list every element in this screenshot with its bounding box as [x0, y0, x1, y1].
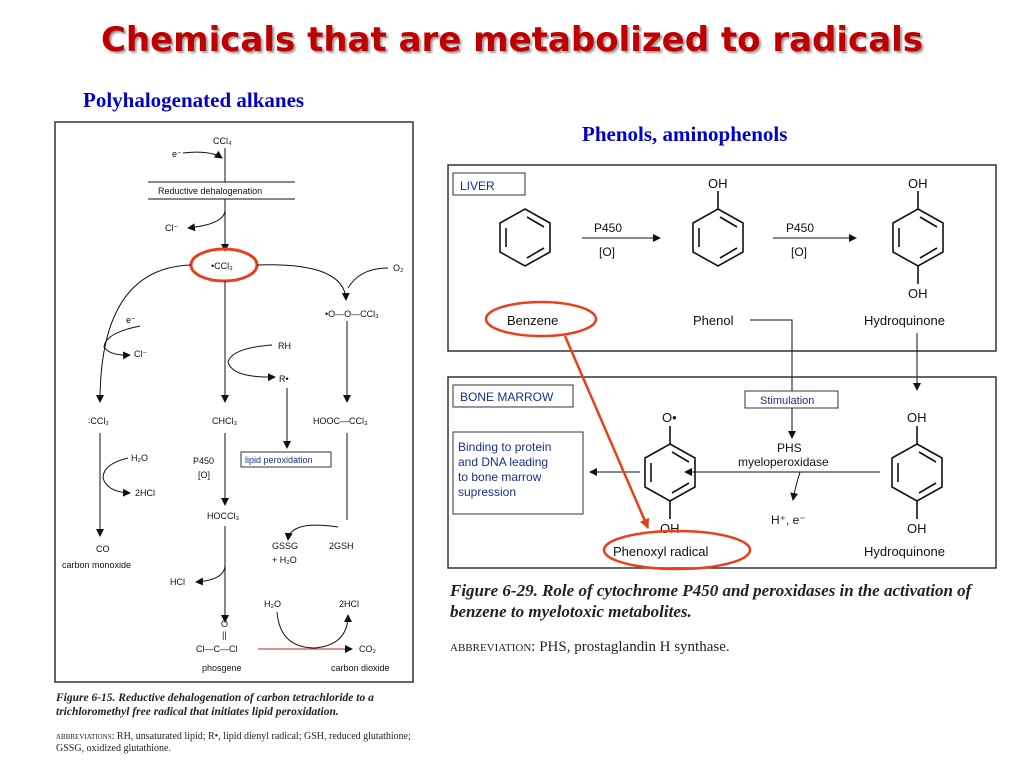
- myeloperoxidase-label: myeloperoxidase: [738, 455, 829, 469]
- right-figure-caption: Figure 6-29. Role of cytochrome P450 and peroxidases in the activation of benzene to myelotoxic metabolites.: [450, 581, 972, 621]
- gssg-label: GSSG: [272, 541, 299, 551]
- trichloromethanol: HOCCl₃: [207, 511, 240, 521]
- chloride-label-2: Cl⁻: [134, 349, 148, 359]
- trichloromethyl-radical: •CCl₃: [211, 261, 233, 271]
- subhead-polyhalogenated: Polyhalogenated alkanes: [83, 88, 305, 112]
- two-hcl-label-2: 2HCl: [339, 599, 360, 609]
- left-abbreviations: [56, 731, 418, 755]
- reductive-dehalogenation-box: Reductive dehalogenation: [158, 186, 263, 196]
- svg-text:to bone marrow: to bone marrow: [458, 470, 542, 484]
- binding-box: [458, 440, 551, 499]
- proton-electron-label: H⁺, e⁻: [771, 513, 806, 527]
- hydroquinone-ring: [893, 191, 943, 284]
- phenol-ring: [693, 191, 743, 266]
- carbon-monoxide-label: carbon monoxide: [62, 560, 132, 570]
- electron-label-2: e⁻: [126, 315, 136, 325]
- water-label-2: H₂O: [264, 599, 281, 609]
- svg-text:supression: supression: [458, 485, 517, 499]
- hydroquinone2-oh-bottom: OH: [907, 521, 927, 536]
- bone-marrow-label: BONE MARROW: [460, 390, 554, 404]
- phs-label: PHS: [777, 441, 802, 455]
- p450-label-1: P450: [594, 221, 623, 235]
- phenol-label: Phenol: [693, 313, 734, 328]
- oxidation-label-1: [O]: [599, 245, 616, 259]
- benzene-ring: [500, 209, 550, 266]
- phenoxyl-radical-label: Phenoxyl radical: [613, 544, 709, 559]
- ccl4-label: CCl₄: [213, 136, 232, 146]
- dichlorocarbene: ∶CCl₂: [88, 416, 109, 426]
- left-figure-caption: Figure 6-15. Reductive dehalogenation of carbon tetrachloride to a trichloromethyl free radical that initiates lipid peroxidation.: [56, 692, 374, 718]
- peroxyl-radical: •O—O—CCl₃: [325, 309, 379, 319]
- hydroquinone-ring-2: [892, 426, 942, 519]
- chloroform: CHCl₃: [212, 416, 238, 426]
- phosgene-structure: Cl—C—Cl: [196, 644, 238, 654]
- phenoxyl-oh: OH: [660, 521, 680, 536]
- hydroquinone2-oh-top: OH: [907, 410, 927, 425]
- phosgene-oxygen: O: [221, 619, 229, 629]
- right-abbreviations: [450, 639, 1010, 656]
- hydroquinone-oh-top: OH: [908, 176, 928, 191]
- hydroperoxide: HOOC—CCl₃: [313, 416, 368, 426]
- right-abbr-label: abbreviation: [450, 639, 532, 655]
- chloride-label: Cl⁻: [165, 223, 179, 233]
- svg-text:Binding to protein: Binding to protein: [458, 440, 552, 454]
- phosgene-double-bond: ||: [222, 630, 227, 640]
- water-label: H₂O: [131, 453, 148, 463]
- oxidation-label-left: [O]: [198, 470, 211, 480]
- page-title: Chemicals that are metabolized to radicals: [100, 20, 924, 60]
- p450-label-2: P450: [786, 221, 815, 235]
- lipid-peroxidation-box: lipid peroxidation: [245, 455, 313, 465]
- phosgene-label: phosgene: [202, 663, 242, 673]
- co2-formula: CO₂: [359, 644, 376, 654]
- hcl-label: HCl: [170, 577, 185, 587]
- oxidation-label-2: [O]: [791, 245, 808, 259]
- hydroquinone-label-1: Hydroquinone: [864, 313, 945, 328]
- svg-text:and DNA leading: and DNA leading: [458, 455, 549, 469]
- stimulation-label: Stimulation: [760, 395, 815, 407]
- phenol-oh: OH: [708, 176, 728, 191]
- phenoxyl-oxygen: O•: [662, 410, 677, 425]
- unsaturated-lipid-label: RH: [278, 341, 291, 351]
- benzene-panel: [448, 165, 996, 569]
- ccl4-panel: [55, 122, 413, 682]
- right-abbr-text: : PHS, prostaglandin H synthase.: [531, 639, 730, 655]
- benzene-label: Benzene: [507, 313, 559, 328]
- p450-label-left: P450: [193, 456, 215, 466]
- two-hcl-label: 2HCl: [135, 488, 156, 498]
- carbon-dioxide-label: carbon dioxide: [331, 663, 390, 673]
- gsh-label: 2GSH: [329, 541, 354, 551]
- gssg-water-label: + H₂O: [272, 555, 297, 565]
- electron-label: e⁻: [172, 149, 182, 159]
- hydroquinone-label-2: Hydroquinone: [864, 544, 945, 559]
- liver-label: LIVER: [460, 179, 495, 193]
- left-abbr-text: : RH, unsaturated lipid; R•, lipid dienyl radical; GSH, reduced glutathione; GSSG, oxidized glutathione.: [56, 731, 411, 754]
- left-abbr-label: abbreviations: [56, 731, 112, 742]
- hydroquinone-oh-bottom: OH: [908, 286, 928, 301]
- subhead-phenols: Phenols, aminophenols: [582, 122, 788, 146]
- oxygen-label: O₂: [393, 263, 404, 273]
- lipid-radical-label: R•: [279, 374, 289, 384]
- carbon-monoxide-formula: CO: [96, 544, 110, 554]
